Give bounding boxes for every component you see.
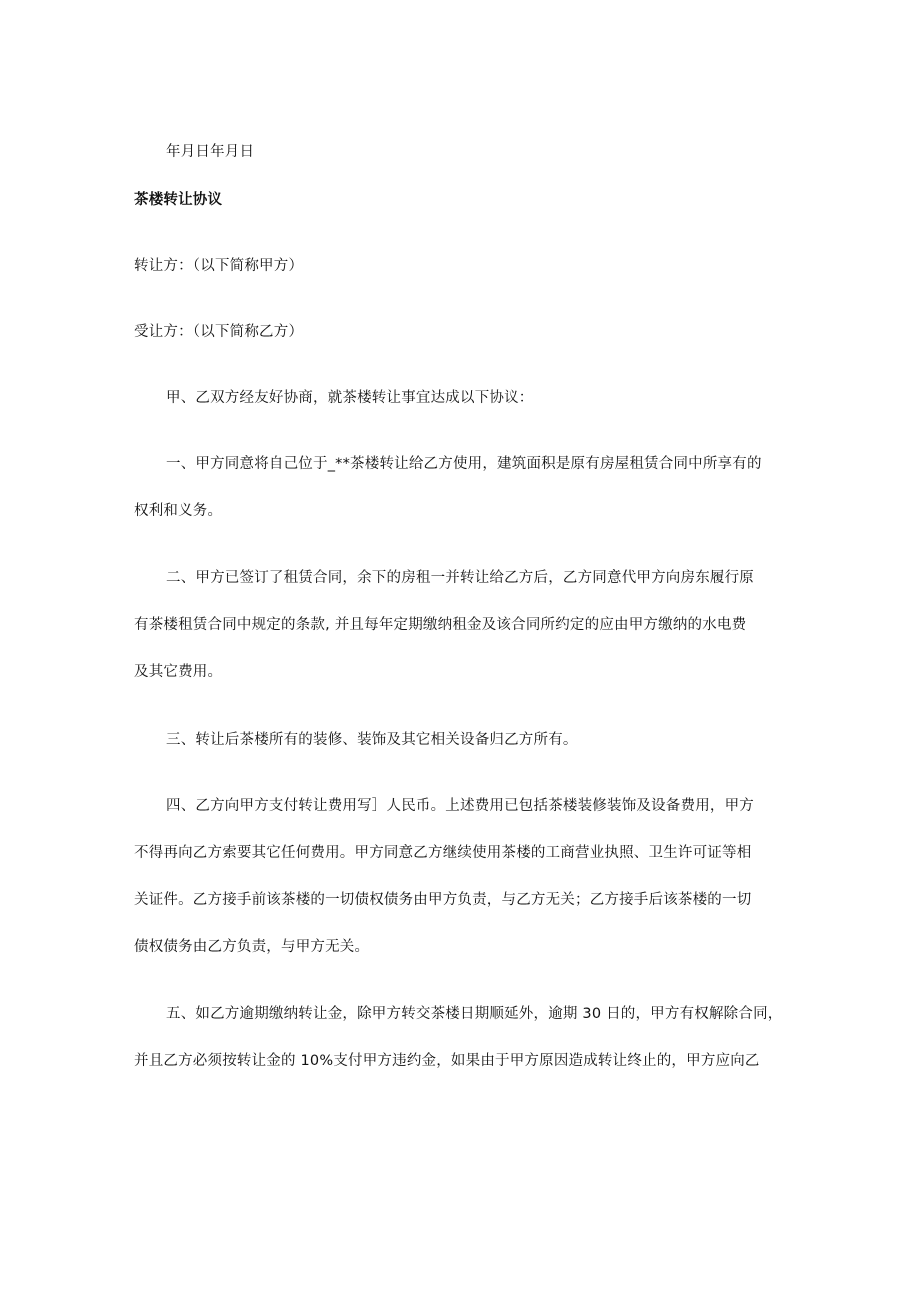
clause-4-line-2: 不得再向乙方索要其它任何费用。甲方同意乙方继续使用茶楼的工商营业执照、卫生许可证等相	[134, 845, 752, 861]
clause-2-line-3: 及其它费用。	[134, 664, 223, 680]
intro-paragraph: 甲、乙双方经友好协商，就茶楼转让事宜达成以下协议：	[166, 390, 534, 406]
document-title: 茶楼转让协议	[134, 192, 223, 208]
clause-1-line-1: 一、甲方同意将自己位于_**茶楼转让给乙方使用，建筑面积是原有房屋租赁合同中所享有的	[166, 456, 762, 472]
clause-4-line-4: 债权债务由乙方负责，与甲方无关。	[134, 939, 370, 955]
clause-2-line-1: 二、甲方已签订了租赁合同，余下的房租一并转让给乙方后，乙方同意代甲方向房东履行原	[166, 570, 754, 586]
clause-3-line-1: 三、转让后茶楼所有的装修、装饰及其它相关设备归乙方所有。	[166, 732, 578, 748]
transferee-line: 受让方：（以下简称乙方）	[134, 324, 304, 340]
clause-4-line-1: 四、乙方向甲方支付转让费用写］人民币。上述费用已包括茶楼装修装饰及设备费用，甲方	[166, 798, 754, 814]
date-line: 年月日年月日	[166, 144, 255, 160]
clause-4-line-3: 关证件。乙方接手前该茶楼的一切债权债务由甲方负责，与乙方无关；乙方接手后该茶楼的一切	[134, 892, 752, 908]
clause-1-line-2: 权利和义务。	[134, 503, 223, 519]
clause-2-line-2: 有茶楼租赁合同中规定的条款, 并且每年定期缴纳租金及该合同所约定的应由甲方缴纳的水电费	[134, 617, 747, 633]
transferor-line: 转让方：（以下简称甲方）	[134, 258, 304, 274]
clause-5-line-1: 五、如乙方逾期缴纳转让金，除甲方转交茶楼日期顺延外，逾期 30 日的，甲方有权解除合同，	[166, 1006, 783, 1022]
clause-5-line-2: 并且乙方必须按转让金的 10%支付甲方违约金，如果由于甲方原因造成转让终止的，甲方应向乙	[134, 1053, 760, 1069]
